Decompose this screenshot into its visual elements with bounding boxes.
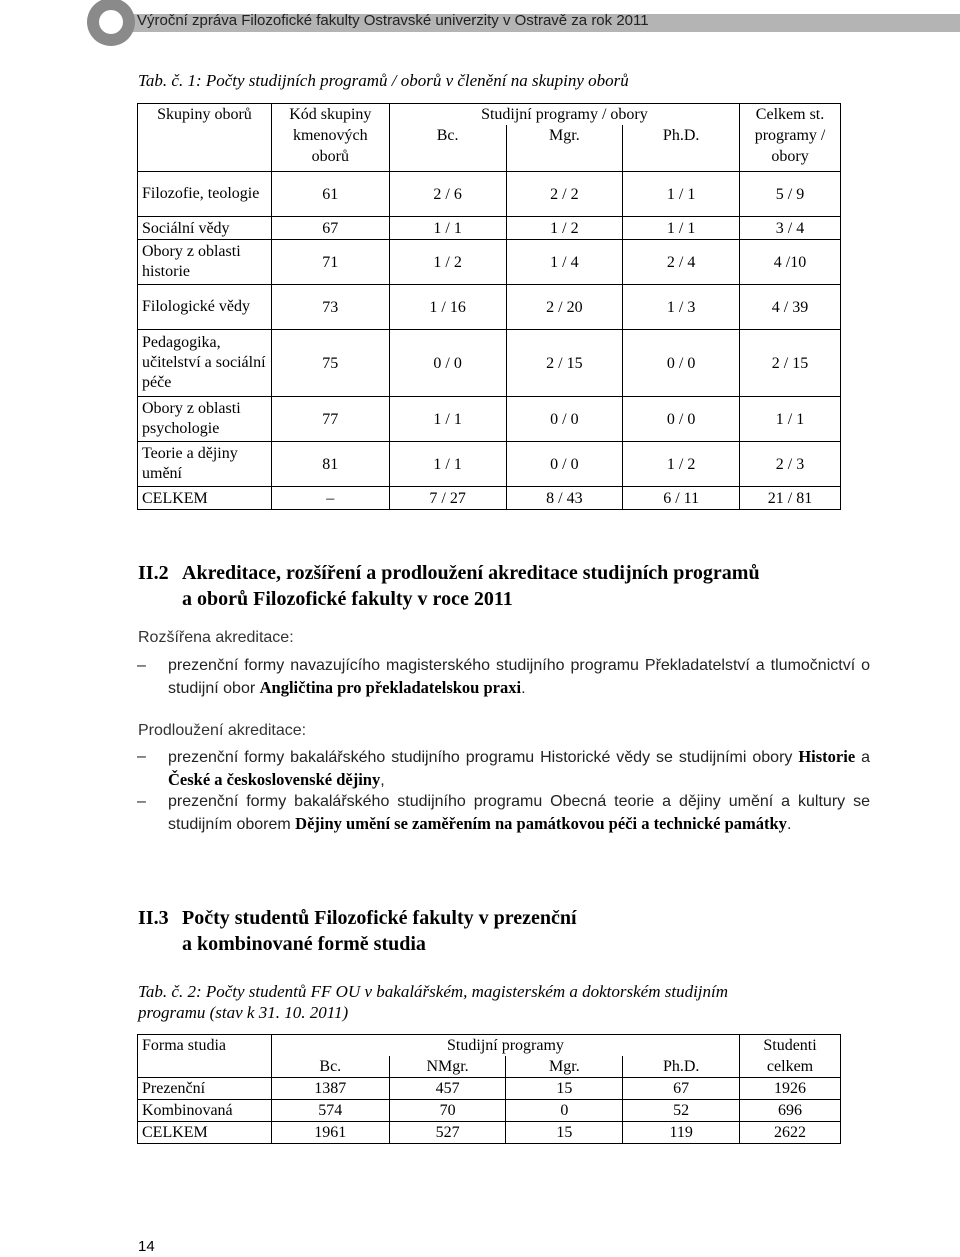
table2-cell-mgr: 15 bbox=[506, 1122, 623, 1144]
table-row bbox=[138, 487, 841, 510]
table1-cell-mgr: 8 / 43 bbox=[506, 487, 623, 510]
table1-cell-group: Obory z oblasti historie bbox=[138, 240, 272, 285]
section2-heading bbox=[138, 560, 760, 612]
table1-cell-mgr: 1 / 4 bbox=[506, 240, 623, 285]
table-row bbox=[138, 240, 841, 285]
table2-cell-nmgr: 457 bbox=[389, 1078, 506, 1100]
section2-title-line1: Akreditace, rozšíření a prodloužení akreditace studijních programů bbox=[182, 562, 760, 584]
table-row bbox=[138, 330, 841, 397]
table2-cell-total: 1926 bbox=[740, 1078, 841, 1100]
table2-cell-phd: 52 bbox=[623, 1100, 740, 1122]
table2-caption-line2: programu (stav k 31. 10. 2011) bbox=[138, 1003, 349, 1022]
table1-cell-code: 71 bbox=[271, 240, 389, 285]
table2-cell-mgr: 15 bbox=[506, 1078, 623, 1100]
table2-cell-bc: 1387 bbox=[271, 1078, 389, 1100]
table1-cell-code: 77 bbox=[271, 397, 389, 442]
table1-cell-phd: 1 / 3 bbox=[623, 285, 740, 330]
table-row bbox=[138, 1122, 841, 1144]
table-row bbox=[138, 1100, 841, 1122]
table1-header-total: Celkem st. programy / obory bbox=[740, 104, 841, 172]
table2-header-programs: Studijní programy bbox=[271, 1035, 739, 1057]
table2-header-row bbox=[138, 1035, 841, 1057]
bullet-text: prezenční formy bakalářského studijního programu Obecná teorie a dějiny umění a kultury se studijním oborem bbox=[168, 793, 870, 833]
table2-header-mgr: Mgr. bbox=[506, 1056, 623, 1078]
table1-cell-phd: 0 / 0 bbox=[623, 397, 740, 442]
table2-cell-phd: 119 bbox=[623, 1122, 740, 1144]
table1-caption: Tab. č. 1: Počty studijních programů / oborů v členění na skupiny oborů bbox=[138, 71, 629, 90]
list-item bbox=[137, 655, 870, 700]
table1-cell-phd: 1 / 1 bbox=[623, 172, 740, 217]
table2-cell-form: Kombinovaná bbox=[138, 1100, 272, 1122]
section2-title-line2: a oborů Filozofické fakulty v roce 2011 bbox=[182, 588, 513, 610]
table1-cell-group: CELKEM bbox=[138, 487, 272, 510]
table2-cell-nmgr: 70 bbox=[389, 1100, 506, 1122]
bullet-dash: – bbox=[137, 793, 146, 810]
table1-cell-group: Pedagogika, učitelství a sociální péče bbox=[138, 330, 272, 397]
table1-cell-bc: 1 / 1 bbox=[389, 397, 506, 442]
table1-cell-total: 4 /10 bbox=[740, 240, 841, 285]
table1-cell-phd: 1 / 1 bbox=[623, 217, 740, 240]
table1-header-phd: Ph.D. bbox=[623, 125, 740, 172]
table1-cell-bc: 2 / 6 bbox=[389, 172, 506, 217]
section2-number: II.2 bbox=[138, 562, 169, 584]
table2-header-nmgr: NMgr. bbox=[389, 1056, 506, 1078]
table1-cell-phd: 2 / 4 bbox=[623, 240, 740, 285]
table2-cell-bc: 1961 bbox=[271, 1122, 389, 1144]
table1 bbox=[137, 103, 841, 510]
header-logo-circle-inner bbox=[99, 10, 123, 34]
table1-cell-mgr: 2 / 15 bbox=[506, 330, 623, 397]
table1-cell-mgr: 0 / 0 bbox=[506, 397, 623, 442]
bullet-tail: , bbox=[380, 772, 385, 789]
table1-header-programs: Studijní programy / obory bbox=[389, 104, 739, 126]
table2-header-form: Forma studia bbox=[138, 1035, 272, 1078]
table1-header-mgr: Mgr. bbox=[506, 125, 623, 172]
page-number: 14 bbox=[138, 1238, 155, 1255]
table1-cell-bc: 0 / 0 bbox=[389, 330, 506, 397]
table2-cell-nmgr: 527 bbox=[389, 1122, 506, 1144]
table1-cell-group: Filologické vědy bbox=[138, 285, 272, 330]
table2 bbox=[137, 1034, 841, 1144]
table1-cell-group: Filozofie, teologie bbox=[138, 172, 272, 217]
table-row bbox=[138, 285, 841, 330]
table1-cell-mgr: 2 / 2 bbox=[506, 172, 623, 217]
table2-header-phd: Ph.D. bbox=[623, 1056, 740, 1078]
list-item bbox=[137, 746, 870, 792]
table1-cell-phd: 1 / 2 bbox=[623, 442, 740, 487]
table1-cell-group: Obory z oblasti psychologie bbox=[138, 397, 272, 442]
section3-title-line2: a kombinované formě studia bbox=[182, 933, 426, 955]
section3-title-line1: Počty studentů Filozofické fakulty v prezenční bbox=[182, 907, 577, 929]
bullet-text: prezenční formy navazujícího magisterského studijního programu Překladatelství a tlumočnictví o studijní obor bbox=[168, 657, 870, 697]
header-title: Výroční zpráva Filozofické fakulty Ostravské univerzity v Ostravě za rok 2011 bbox=[137, 12, 649, 29]
table1-cell-bc: 1 / 16 bbox=[389, 285, 506, 330]
prolonged-accreditation-label: Prodloužení akreditace: bbox=[138, 722, 307, 739]
table1-cell-code: 61 bbox=[271, 172, 389, 217]
table1-cell-total: 5 / 9 bbox=[740, 172, 841, 217]
table1-cell-code: 81 bbox=[271, 442, 389, 487]
table1-cell-group: Teorie a dějiny umění bbox=[138, 442, 272, 487]
extended-accreditation-label: Rozšířena akreditace: bbox=[138, 629, 294, 646]
table1-header-group: Skupiny oborů bbox=[138, 104, 272, 172]
table1-cell-total: 2 / 15 bbox=[740, 330, 841, 397]
table-row bbox=[138, 397, 841, 442]
list-item bbox=[137, 791, 870, 836]
section3-number: II.3 bbox=[138, 907, 169, 929]
bullet-bold-text: Dějiny umění se zaměřením na památkovou péči a technické památky bbox=[295, 814, 787, 833]
section3-heading bbox=[138, 905, 577, 957]
table1-cell-phd: 6 / 11 bbox=[623, 487, 740, 510]
table2-header-bc: Bc. bbox=[271, 1056, 389, 1078]
table-row bbox=[138, 217, 841, 240]
table1-cell-bc: 1 / 1 bbox=[389, 217, 506, 240]
bullet-bold-text: Angličtina pro překladatelskou praxi bbox=[259, 678, 522, 697]
table1-cell-mgr: 2 / 20 bbox=[506, 285, 623, 330]
table2-cell-total: 2622 bbox=[740, 1122, 841, 1144]
bullet-dash: – bbox=[137, 657, 146, 674]
table2-caption bbox=[138, 981, 728, 1023]
table1-cell-phd: 0 / 0 bbox=[623, 330, 740, 397]
bullet-bold-text: Historie bbox=[798, 747, 856, 766]
table1-header-bc: Bc. bbox=[389, 125, 506, 172]
bullet-text: a bbox=[855, 749, 871, 766]
table1-cell-code: – bbox=[271, 487, 389, 510]
table1-cell-total: 4 / 39 bbox=[740, 285, 841, 330]
table2-cell-phd: 67 bbox=[623, 1078, 740, 1100]
table-row bbox=[138, 1078, 841, 1100]
table1-cell-group: Sociální vědy bbox=[138, 217, 272, 240]
table1-cell-bc: 1 / 1 bbox=[389, 442, 506, 487]
table-row bbox=[138, 172, 841, 217]
table1-cell-code: 73 bbox=[271, 285, 389, 330]
bullet-bold-text: České a československé dějiny bbox=[168, 770, 381, 789]
table1-cell-mgr: 1 / 2 bbox=[506, 217, 623, 240]
table1-cell-bc: 7 / 27 bbox=[389, 487, 506, 510]
table1-cell-mgr: 0 / 0 bbox=[506, 442, 623, 487]
table1-cell-total: 1 / 1 bbox=[740, 397, 841, 442]
bullet-text: prezenční formy bakalářského studijního programu Historické vědy se studijními obory bbox=[168, 749, 799, 766]
table1-header-row bbox=[138, 104, 841, 126]
table1-cell-code: 67 bbox=[271, 217, 389, 240]
table2-cell-bc: 574 bbox=[271, 1100, 389, 1122]
table1-cell-total: 2 / 3 bbox=[740, 442, 841, 487]
table2-cell-form: Prezenční bbox=[138, 1078, 272, 1100]
table1-cell-total: 3 / 4 bbox=[740, 217, 841, 240]
bullet-tail: . bbox=[521, 680, 526, 697]
table2-cell-mgr: 0 bbox=[506, 1100, 623, 1122]
table1-header-code: Kód skupiny kmenových oborů bbox=[271, 104, 389, 172]
table2-cell-total: 696 bbox=[740, 1100, 841, 1122]
bullet-dash: – bbox=[137, 748, 146, 765]
table1-cell-code: 75 bbox=[271, 330, 389, 397]
table2-cell-form: CELKEM bbox=[138, 1122, 272, 1144]
table2-caption-line1: Tab. č. 2: Počty studentů FF OU v bakalářském, magisterském a doktorském studijním bbox=[138, 982, 729, 1001]
table1-cell-total: 21 / 81 bbox=[740, 487, 841, 510]
bullet-tail: . bbox=[786, 816, 792, 833]
table-row bbox=[138, 442, 841, 487]
table2-header-total: Studenti celkem bbox=[740, 1035, 841, 1078]
table1-cell-bc: 1 / 2 bbox=[389, 240, 506, 285]
